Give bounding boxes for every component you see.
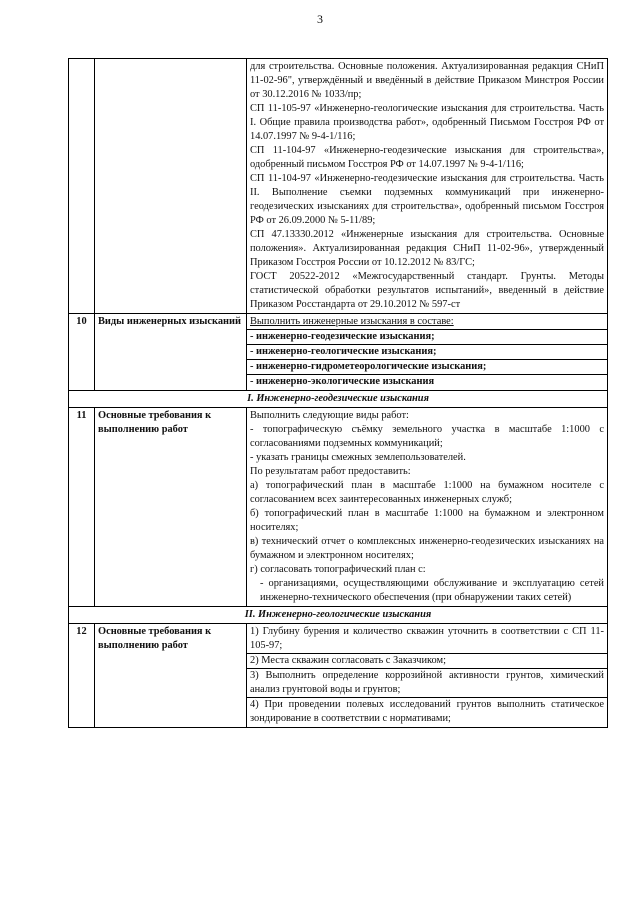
row-number: 11 (69, 408, 95, 607)
survey-types (247, 314, 608, 391)
works-intro: Выполнить следующие виды работ: (250, 410, 409, 421)
requirements-table (68, 58, 608, 728)
regulation-item: ГОСТ 20522-2012 «Межгосударственный стандарт. Грунты. Методы статистической обработки результатов испытаний», введенный в действие Приказом Росстандарта от 29.10.2012 № 597-ст (250, 271, 604, 310)
regulation-item: СП 47.13330.2012 «Инженерные изыскания для строительства. Основные положения». Актуализированная редакция СНиП 11-02-96», утвержденный Приказом Госстроя России от 10.12.2012 № 83/ГС; (250, 229, 604, 268)
result-item: а) топографический план в масштабе 1:1000 на бумажном носителе с согласованием всех заинтересованных инженерных служб; (250, 480, 604, 505)
row-number: 10 (69, 314, 95, 391)
table-row-11 (69, 408, 608, 607)
regulation-item: СП 11-104-97 «Инженерно-геодезические изыскания для строительства. Часть II. Выполнение съемки подземных коммуникаций при инженерно-геодезических изысканиях для строительства», одобренный письмом Госстроя РФ от 26.09.2000 № 5-11/89; (250, 173, 604, 226)
regulation-item: для строительства. Основные положения. Актуализированная редакция СНиП 11-02-96", утверждённый и введённый в действие Приказом Минстроя России от 30.12.2016 № 1033/пр; (250, 61, 604, 100)
work-item: - указать границы смежных землепользователей. (250, 452, 466, 463)
geodesic-requirements (247, 408, 608, 607)
regulation-item: СП 11-105-97 «Инженерно-геологические изыскания для строительства. Часть I. Общие правила производства работ», одобренный Письмом Госстроя РФ от 14.07.1997 № 9-4-1/116; (250, 103, 604, 142)
survey-type-item: - инженерно-гидрометеорологические изыскания; (247, 359, 607, 374)
section-heading-geologic (69, 607, 608, 624)
requirement-item: 1) Глубину бурения и количество скважин уточнить в соответствии с СП 11-105-97; (250, 626, 604, 651)
result-item: г) согласовать топографический план с: (250, 564, 426, 575)
table-row-continuation (69, 59, 608, 314)
result-item: б) топографический план в масштабе 1:1000 на бумажном и электронном носителях; (250, 508, 604, 533)
survey-type-item: - инженерно-геодезические изыскания; (247, 329, 607, 344)
section-heading-geodesic (69, 391, 608, 408)
approval-sub-item: - организациями, осуществляющими обслуживание и эксплуатацию сетей инженерно-технического обеспечения (при обнаружении таких сетей) (260, 578, 604, 603)
requirement-item: 3) Выполнить определение коррозийной активности грунтов, химический анализ грунтовой воды и грунтов; (247, 668, 607, 697)
survey-type-item: - инженерно-экологические изыскания (247, 374, 607, 389)
table-row-12 (69, 624, 608, 728)
requirement-item: 2) Места скважин согласовать с Заказчиком; (247, 653, 607, 668)
row-label: Виды инженерных изысканий (95, 314, 247, 391)
results-intro: По результатам работ предоставить: (250, 466, 411, 477)
row-number: 12 (69, 624, 95, 728)
row-label: Основные требования к выполнению работ (95, 408, 247, 607)
geologic-requirements (247, 624, 608, 728)
table-row-10 (69, 314, 608, 391)
section-title: I. Инженерно-геодезические изыскания (69, 391, 608, 408)
survey-types-intro: Выполнить инженерные изыскания в составе: (250, 316, 454, 327)
section-title: II. Инженерно-геологические изыскания (69, 607, 608, 624)
result-item: в) технический отчет о комплексных инженерно-геодезических изысканиях на бумажном и электронном носителях; (250, 536, 604, 561)
requirement-item: 4) При проведении полевых исследований грунтов выполнить статическое зондирование в соответствии с нормативами; (247, 697, 607, 726)
work-item: - топографическую съёмку земельного участка в масштабе 1:1000 с согласованиями подземных коммуникаций; (250, 424, 604, 449)
row-label: Основные требования к выполнению работ (95, 624, 247, 728)
row-label-cell (95, 59, 247, 314)
page-number: 3 (317, 12, 323, 26)
regulation-item: СП 11-104-97 «Инженерно-геодезические изыскания для строительства», одобренный письмом Госстроя РФ от 14.07.1997 № 9-4-1/116; (250, 145, 604, 170)
survey-type-item: - инженерно-геологические изыскания; (247, 344, 607, 359)
row-number-cell (69, 59, 95, 314)
regulations-list (247, 59, 608, 314)
